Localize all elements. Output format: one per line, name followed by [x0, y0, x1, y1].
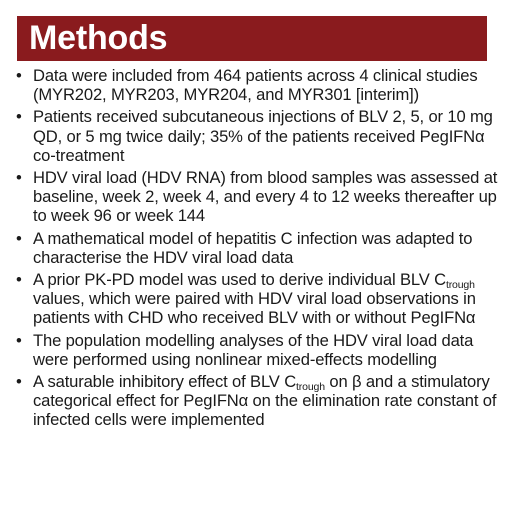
bullet-text-before: A saturable inhibitory effect of BLV C	[33, 372, 297, 392]
bullet-marker: •	[16, 372, 22, 392]
bullet-item-drug-effects	[14, 372, 504, 430]
trough-subscript: trough	[445, 279, 475, 292]
bullet-text-before: A prior PK-PD model was used to derive individual BLV C	[33, 270, 446, 290]
bullet-item-pk-pd-model	[14, 270, 504, 328]
bullet-item-population-modelling	[14, 331, 504, 369]
bullet-item-mathematical-model	[14, 229, 504, 267]
section-title: Methods	[29, 19, 168, 57]
bullet-marker: •	[16, 270, 22, 290]
trough-subscript: trough	[296, 381, 325, 394]
bullet-text: HDV viral load (HDV RNA) from blood samples was assessed at baseline, week 2, week 4, and every 4 to 12 weeks thereafter up to week 96 or week 144	[33, 168, 498, 226]
bullet-text: Data were included from 464 patients across 4 clinical studies (MYR202, MYR203, MYR204, and MYR301 [interim])	[33, 66, 478, 105]
bullet-text: Patients received subcutaneous injections of BLV 2, 5, or 10 mg QD, or 5 mg twice daily; 35% of the patients received PegIFNα co-treatment	[33, 107, 493, 165]
bullet-marker: •	[16, 66, 22, 85]
bullet-item-data-sources	[14, 66, 504, 104]
bullet-marker: •	[16, 107, 22, 127]
section-header	[17, 16, 487, 61]
methods-bullet-list	[14, 66, 504, 433]
bullet-item-viral-load-sampling	[14, 168, 504, 226]
bullet-text-after: on β and a stimulatory categorical effect for PegIFNα on the elimination rate constant of infected cells were implemented	[33, 372, 497, 430]
bullet-text: The population modelling analyses of the HDV viral load data were performed using nonlinear mixed-effects modelling	[33, 330, 474, 369]
bullet-text-after: values, which were paired with HDV viral load observations in patients with CHD who received BLV with or without PegIFNα	[33, 289, 476, 328]
bullet-text: A mathematical model of hepatitis C infection was adapted to characterise the HDV viral load data	[33, 228, 473, 267]
bullet-marker: •	[16, 228, 22, 248]
bullet-text	[33, 372, 496, 429]
bullet-marker: •	[16, 168, 22, 188]
bullet-item-dosing	[14, 107, 504, 165]
bullet-marker: •	[16, 330, 22, 350]
bullet-text	[33, 270, 476, 327]
